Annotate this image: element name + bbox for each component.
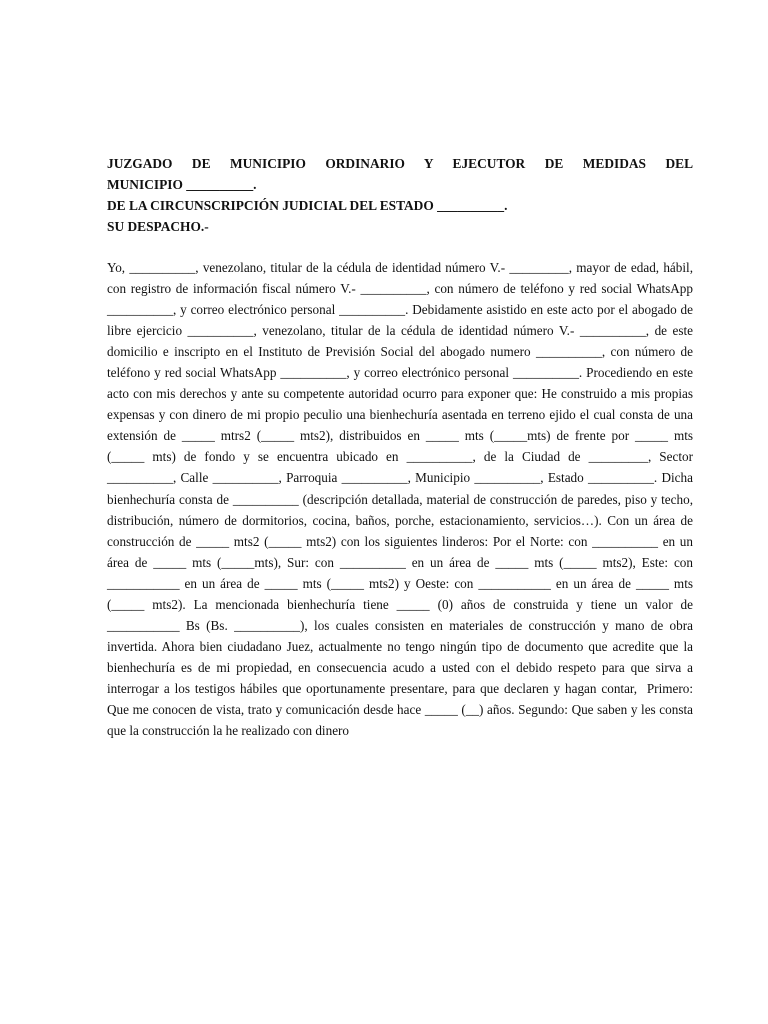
heading-line-circumscription: DE LA CIRCUNSCRIPCIÓN JUDICIAL DEL ESTADO __________. bbox=[107, 198, 508, 213]
document-heading bbox=[107, 153, 693, 237]
heading-line-municipality: MUNICIPIO __________. bbox=[107, 177, 257, 192]
heading-line-court: JUZGADO DE MUNICIPIO ORDINARIO Y EJECUTOR DE MEDIDAS DEL bbox=[107, 156, 693, 171]
heading-line-office: SU DESPACHO.- bbox=[107, 219, 209, 234]
document-content bbox=[107, 153, 697, 741]
document-body-paragraph: Yo, __________, venezolano, titular de la cédula de identidad número V.- _________, mayor de edad, hábil, con registro de información fiscal número V.- __________, con número de teléfono y red social WhatsApp __________, y correo electrónico personal __________. Debidamente asistido en este acto por el abogado de libre ejercicio __________, venezolano, titular de la cédula de identidad número V.- __________, de este domicilio e inscripto en el Instituto de Previsión Social del abogado numero __________, con número de teléfono y red social WhatsApp __________, y correo electrónico personal __________. Procediendo en este acto con mis derechos y ante su competente autoridad ocurro para exponer que: He construido a mis propias expensas y con dinero de mi propio peculio una bienhechuría asentada en terreno ejido el cual consta de una extensión de _____ mtrs2 (_____ mts2), distribuidos en _____ mts (_____mts) de frente por _____ mts (_____ mts) de fondo y se encuentra ubicado en __________, de la Ciudad de _________, Sector __________, Calle __________, Parroquia __________, Municipio __________, Estado __________. Dicha bienhechuría consta de __________ (descripción detallada, material de construcción de paredes, piso y techo, distribución, número de dormitorios, cocina, baños, porche, estacionamiento, servicios…). Con un área de construcción de _____ mts2 (_____ mts2) con los siguientes linderos: Por el Norte: con __________ en un área de _____ mts (_____mts), Sur: con __________ en un área de _____ mts (_____ mts2), Este: con ___________ en un área de _____ mts (_____ mts2) y Oeste: con ___________ en un área de _____ mts (_____ mts2). La mencionada bienhechuría tiene _____ (0) años de construida y tiene un valor de ___________ Bs (Bs. __________), los cuales consisten en materiales de construcción y mano de obra invertida. Ahora bien ciudadano Juez, actualmente no tengo ningún tipo de documento que acredite que la bienhechuría es de mi propiedad, en consecuencia acudo a usted con el debido respeto para que sirva a interrogar a los testigos hábiles que oportunamente presentare, para que declaren y hagan contar, Primero: Que me conocen de vista, trato y comunicación desde hace _____ (__) años. Segundo: Que saben y les consta que la construcción la he realizado con dinero bbox=[107, 260, 697, 739]
